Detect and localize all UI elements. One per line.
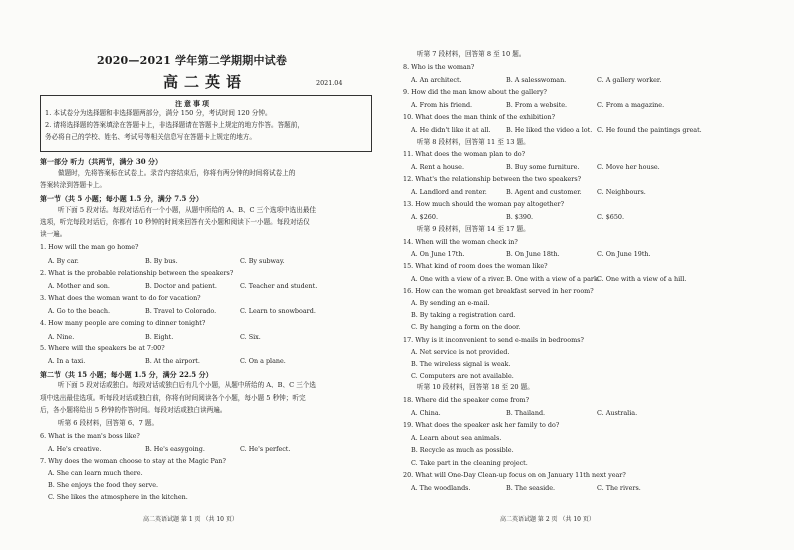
option-c: C. On June 19th. (597, 250, 651, 258)
question-stem: 19. What does the speaker ask her family to do? (403, 421, 560, 429)
question-stem: 3. What does the woman want to do for vacation? (40, 294, 201, 302)
question-stem: 15. What kind of room does the woman like? (403, 262, 548, 270)
option-c: C. A gallery worker. (597, 76, 662, 84)
option-b: B. Agent and customer. (506, 188, 582, 196)
listen-instruction: 听第 8 段材料，回答第 11 至 13 题。 (417, 138, 530, 146)
option-a: A. By car. (48, 257, 79, 265)
option-a: A. He's creative. (48, 445, 102, 453)
section2-instruction: 项中选出最佳选项。听每段对话或独白前，你将有时间阅读各个小题，每小题 5 秒钟；听完 (40, 394, 306, 402)
page-footer: 高二英语试题 第 1 页 （共 10 页） (143, 516, 238, 523)
question-stem: 8. Who is the woman? (403, 63, 475, 71)
listen-instruction: 听第 9 段材料，回答第 14 至 17 题。 (417, 225, 530, 233)
option-a: A. One with a view of a river. (411, 275, 505, 283)
option-a: A. From his friend. (411, 101, 473, 109)
part1-intro: 做题时，先将答案标在试卷上。录音内容结束后，你将有两分钟的时间将试卷上的 (58, 169, 296, 177)
option-a: A. China. (411, 409, 441, 417)
option-b: B. Doctor and patient. (145, 282, 217, 290)
option-c: C. Six. (240, 333, 261, 341)
option-c: C. He found the paintings great. (597, 126, 702, 134)
section2-instruction: 后，各小题将给出 5 秒钟的作答时间。每段对话或独白读两遍。 (40, 406, 227, 414)
question-stem: 11. What does the woman plan to do? (403, 150, 526, 158)
listen-instruction: 听第 6 段材料，回答第 6、7 题。 (58, 419, 159, 427)
part1-heading: 第一部分 听力（共两节，满分 30 分） (40, 157, 163, 166)
question-stem: 6. What is the man's boss like? (40, 432, 140, 440)
option-b: B. By bus. (145, 257, 178, 265)
option-a: A. An architect. (411, 76, 462, 84)
option-a: A. Nine. (48, 333, 75, 341)
option-a: A. She can learn much there. (48, 469, 143, 477)
question-stem: 10. What does the man think of the exhibition? (403, 113, 556, 121)
option-b: B. From a website. (506, 101, 568, 109)
question-stem: 12. What's the relationship between the two speakers? (403, 175, 582, 183)
option-c: C. She likes the atmosphere in the kitchen. (48, 493, 188, 501)
section1-heading: 第一节（共 5 小题；每小题 1.5 分，满分 7.5 分） (40, 194, 203, 203)
option-a: A. By sending an e-mail. (411, 299, 490, 307)
question-stem: 20. What will One-Day Clean-up focus on on January 11th next year? (403, 471, 626, 479)
option-c: C. One with a view of a hill. (597, 275, 687, 283)
listen-instruction: 听第 10 段材料，回答第 18 至 20 题。 (417, 383, 534, 391)
option-c: C. By subway. (240, 257, 285, 265)
right-page (397, 0, 794, 550)
option-c: C. Take part in the cleaning project. (411, 459, 528, 467)
notice-line: 务必将自己的学校、姓名、考试号等相关信息写在答题卡上规定的地方。 (45, 133, 256, 141)
option-b: B. One with a view of a park. (506, 275, 600, 283)
question-stem: 7. Why does the woman choose to stay at the Magic Pan? (40, 457, 226, 465)
section2-heading: 第二节（共 15 小题；每小题 1.5 分，满分 22.5 分） (40, 370, 213, 379)
option-c: C. Computers are not available. (411, 372, 514, 380)
option-a: A. Learn about sea animals. (411, 434, 502, 442)
option-a: A. Rent a house. (411, 163, 465, 171)
option-b: B. The seaside. (506, 484, 556, 492)
option-b: B. He's easygoing. (145, 445, 205, 453)
option-b: B. Recycle as much as possible. (411, 446, 514, 454)
option-a: A. Mother and son. (48, 282, 110, 290)
option-c: C. He's perfect. (240, 445, 291, 453)
option-c: C. Australia. (597, 409, 638, 417)
option-a: A. Go to the beach. (48, 307, 111, 315)
option-a: A. $260. (411, 213, 438, 221)
option-b: B. Thailand. (506, 409, 546, 417)
option-b: B. Buy some furniture. (506, 163, 580, 171)
option-c: C. Neighbours. (597, 188, 646, 196)
option-c: C. $650. (597, 213, 625, 221)
section1-instruction: 读一遍。 (40, 230, 67, 238)
option-c: C. On a plane. (240, 357, 286, 365)
option-b: B. Travel to Colorado. (145, 307, 217, 315)
exam-title: 2020—2021 学年第二学期期中试卷 (97, 54, 288, 67)
section1-instruction: 听下面 5 段对话。每段对话后有一个小题，从题中所给的 A、B、C 三个选项中选出最佳 (58, 206, 317, 214)
section2-instruction: 听下面 5 段对话或独白。每段对话或独白后有几个小题，从题中所给的 A、B、C 三个选 (58, 381, 317, 389)
section1-instruction: 选项，听完每段对话后，你都有 10 秒钟的时间来回答有关小题和阅读下一小题。每段对话仅 (40, 218, 310, 226)
option-b: B. $390. (506, 213, 534, 221)
question-stem: 18. Where did the speaker come from? (403, 396, 530, 404)
option-c: C. Learn to snowboard. (240, 307, 316, 315)
question-stem: 14. When will the woman check in? (403, 238, 518, 246)
option-c: C. Teacher and student. (240, 282, 318, 290)
question-stem: 13. How much should the woman pay altogether? (403, 200, 565, 208)
listen-instruction: 听第 7 段材料，回答第 8 至 10 题。 (417, 50, 526, 58)
part1-intro: 答案转涂到答题卡上。 (40, 181, 106, 189)
option-c: C. By hanging a form on the door. (411, 323, 521, 331)
option-b: B. She enjoys the food they serve. (48, 481, 159, 489)
question-stem: 4. How many people are coming to dinner tonight? (40, 319, 206, 327)
question-stem: 2. What is the probable relationship between the speakers? (40, 269, 234, 277)
exam-date: 2021.04 (316, 79, 343, 87)
question-stem: 9. How did the man know about the gallery? (403, 88, 547, 96)
option-a: A. Landlord and renter. (411, 188, 487, 196)
option-b: B. The wireless signal is weak. (411, 360, 511, 368)
option-b: B. On June 18th. (506, 250, 560, 258)
notice-heading: 注意事项 (175, 99, 211, 108)
notice-box (40, 95, 372, 152)
question-stem: 16. How can the woman get breakfast served in her room? (403, 287, 594, 295)
option-b: B. A salesswoman. (506, 76, 567, 84)
page-footer: 高二英语试题 第 2 页 （共 10 页） (500, 516, 595, 523)
option-a: A. On June 17th. (411, 250, 465, 258)
option-b: B. By taking a registration card. (411, 311, 516, 319)
question-stem: 1. How will the man go home? (40, 243, 139, 251)
option-a: A. The woodlands. (411, 484, 471, 492)
question-stem: 5. Where will the speakers be at 7:00? (40, 344, 165, 352)
option-c: C. The rivers. (597, 484, 641, 492)
option-b: B. Eight. (145, 333, 174, 341)
option-b: B. At the airport. (145, 357, 200, 365)
option-c: C. Move her house. (597, 163, 660, 171)
option-a: A. He didn't like it at all. (411, 126, 491, 134)
notice-line: 2. 请将选择题的答案填涂在答题卡上，非选择题请在答题卡上规定的地方作答。答题前， (45, 121, 304, 129)
option-a: A. In a taxi. (48, 357, 86, 365)
exam-subject: 高二英语 (163, 73, 248, 91)
notice-line: 1. 本试卷分为选择题和非选择题两部分，满分 150 分，考试时间 120 分钟。 (45, 109, 272, 117)
option-a: A. Net service is not provided. (411, 348, 510, 356)
option-c: C. From a magazine. (597, 101, 665, 109)
option-b: B. He liked the video a lot. (506, 126, 593, 134)
question-stem: 17. Why is it inconvenient to send e-mails in bedrooms? (403, 336, 584, 344)
